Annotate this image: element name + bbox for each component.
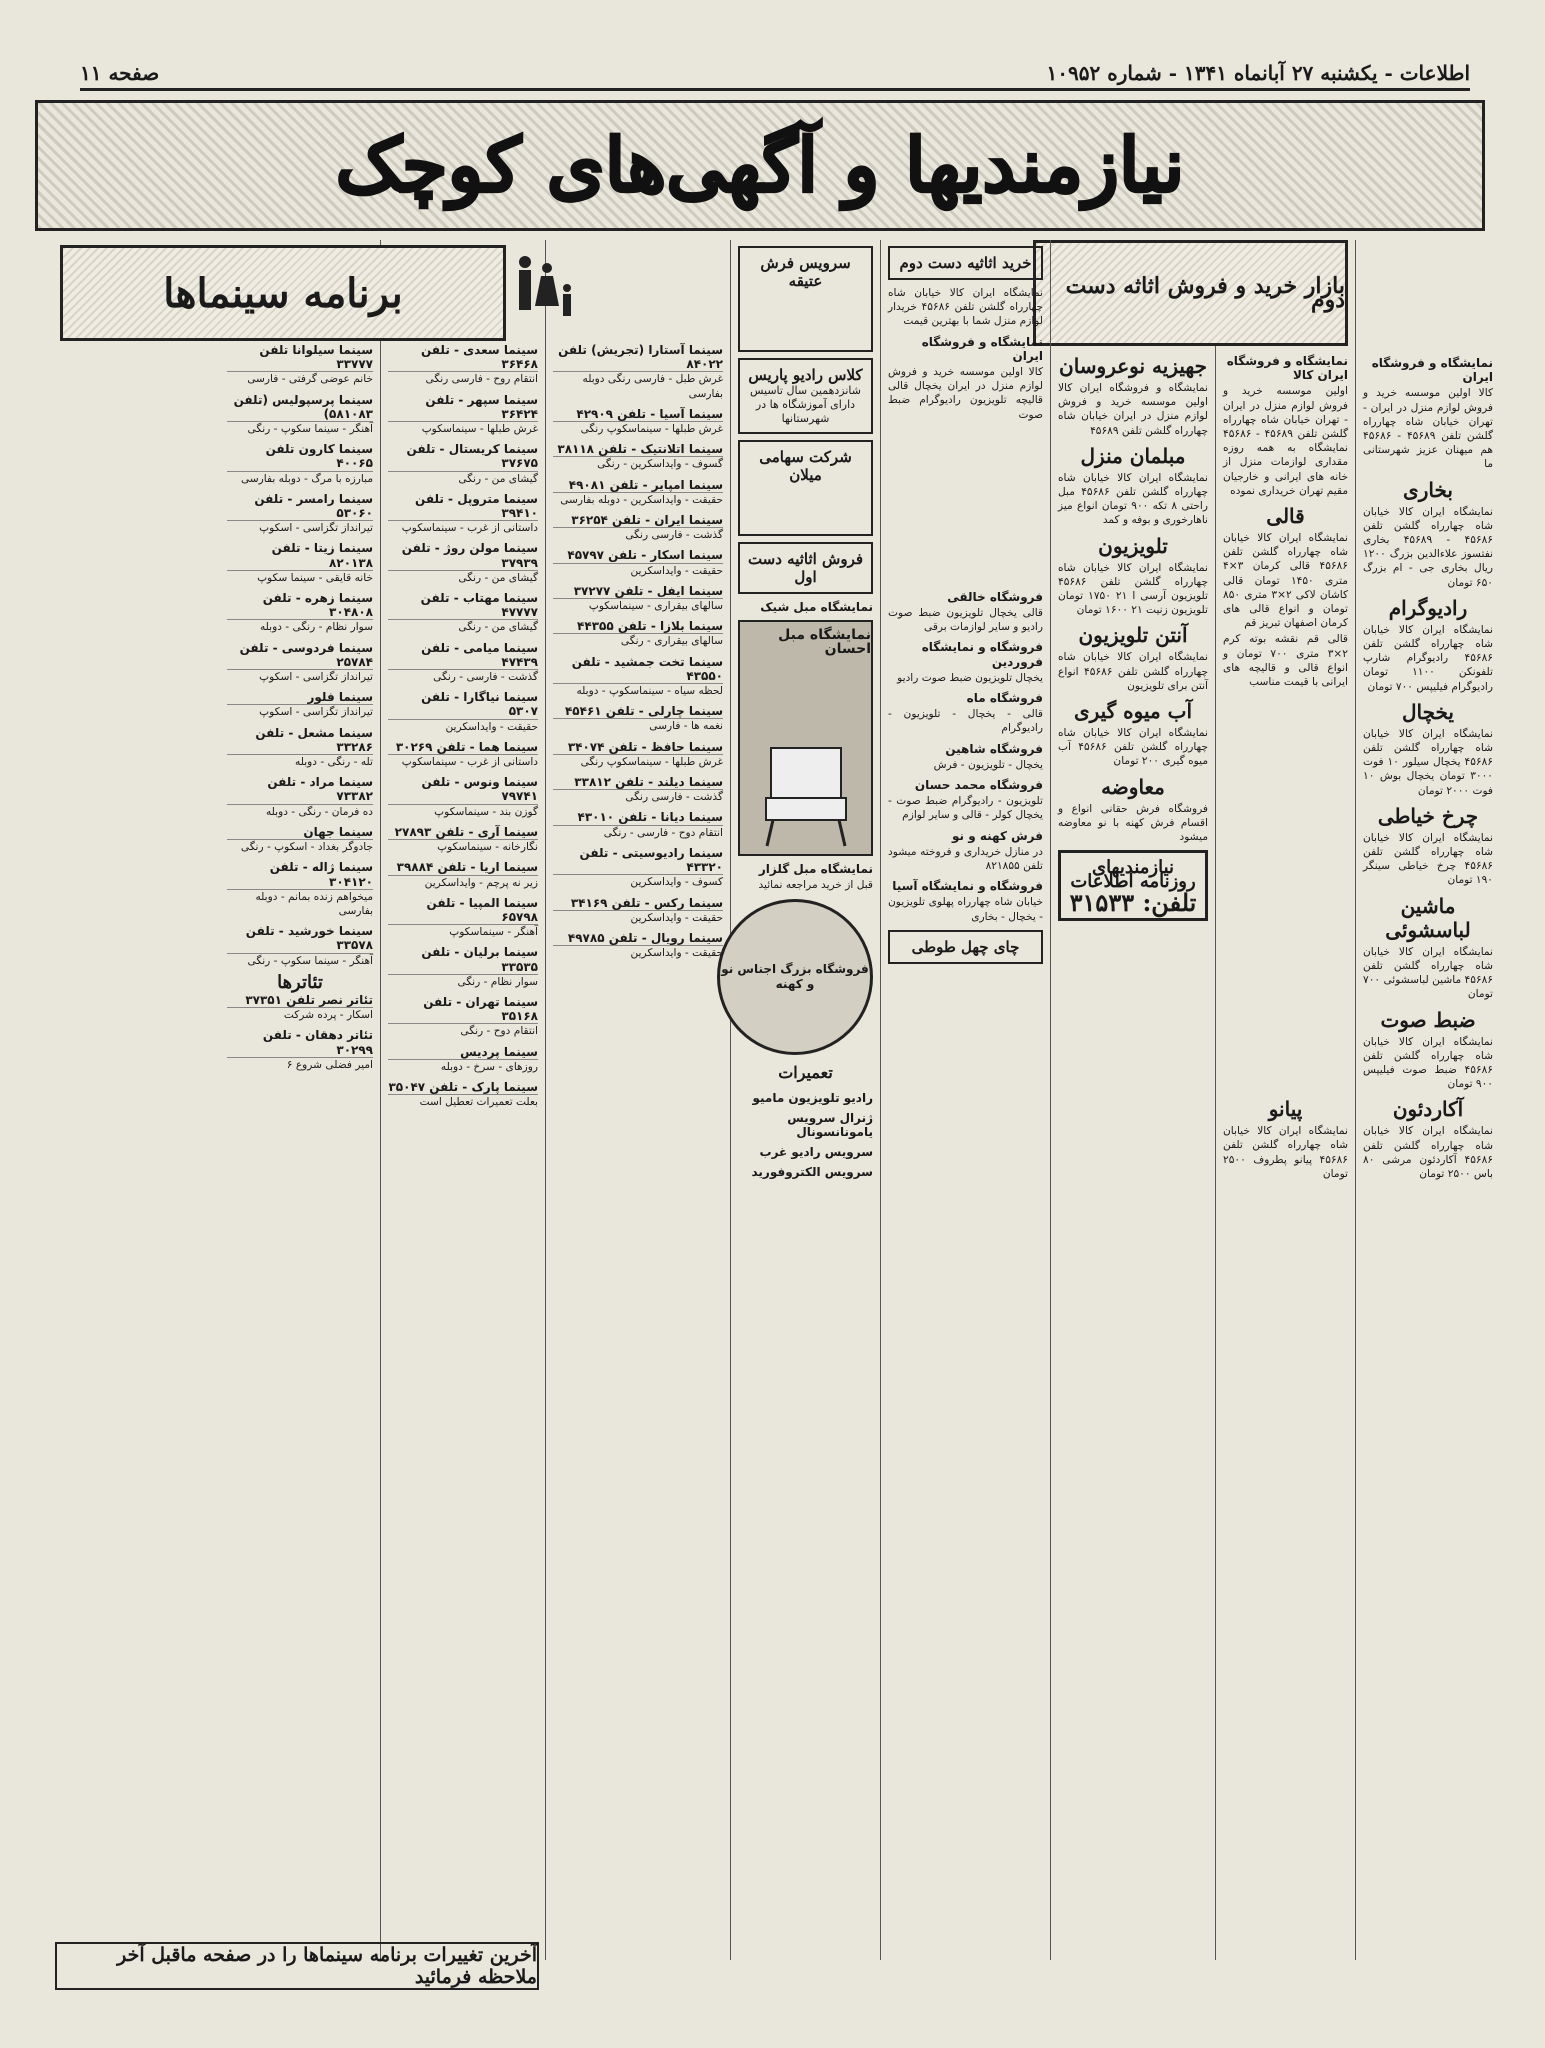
cinema-name: سینما تخت جمشید - تلفن ۴۳۵۵۰ [553, 655, 723, 684]
section-radiogram: رادیوگرام [1388, 595, 1468, 620]
cinema-program: تله - رنگی - دوبله [295, 756, 373, 769]
cinema-entry [553, 655, 723, 699]
section-tamirat: تعمیرات [778, 1062, 833, 1082]
cinema-name: سینما آستارا (تجریش) تلفن ۸۴۰۲۲ [553, 343, 723, 372]
cinema-name: سینما ایفل - تلفن ۳۷۲۷۷ [553, 584, 723, 599]
cinema-entry [227, 591, 373, 635]
cinema-program: سوار نظام - رنگی - دوبله [259, 621, 373, 634]
cinema-program: حقیقت - وایداسکرین - دوبله بفارسی [560, 493, 723, 506]
cinema-name: سینما آسیا - تلفن ۴۲۹۰۹ [553, 407, 723, 422]
ad-text: یخچال تلویزیون ضبط صوت رادیو [897, 671, 1043, 684]
cinema-program: خانه قایقی - سینما سکوپ [257, 571, 373, 584]
cinema-entry [227, 924, 373, 968]
cinema-name: سینما کارون تلفن ۴۰۰۶۵ [227, 442, 373, 471]
section-mobl: مبلمان منزل [1080, 443, 1186, 468]
cinema-name: سینما پرسپولیس (تلفن ۵۸۱۰۸۳) [227, 393, 373, 422]
ad-title: فروشگاه شاهین [945, 741, 1043, 756]
niazmandi-phone: تلفن: ۳۱۵۳۳ [1069, 887, 1197, 917]
ad-text: قالی - یخچال - تلویزیون - رادیوگرام [888, 708, 1043, 735]
cinema-entry [227, 343, 373, 387]
cinema-name: سینما میامی - تلفن ۴۷۴۳۹ [388, 641, 538, 670]
ad-title: نمایشگاه مبل شیک [760, 600, 873, 614]
cinema-entry [388, 1080, 538, 1109]
ad-text: فروشگاه فرش حقانی انواع و اقسام فرش کهنه با نو معاوضه میشود [1058, 802, 1208, 844]
cinema-entry [227, 492, 373, 536]
cinema-entry [388, 825, 538, 854]
headline-banner [35, 100, 1485, 231]
cinema-program: گذشت - فارسی رنگی [625, 791, 723, 804]
section-piano: پیانو [1268, 1097, 1303, 1122]
cinema-name: سینما رویال - تلفن ۴۹۷۸۵ [553, 931, 723, 946]
cinema-program: مبارزه با مرگ - دوبله بفارسی [240, 472, 373, 485]
cinema-program: ده فرمان - رنگی - دوبله [265, 805, 373, 818]
cinema-entry [553, 704, 723, 733]
ad-text: نمایشگاه ایران کالا خیابان شاه چهارراه گلشن تلفن ۴۵۶۸۶ پیانو پطروف ۲۵۰۰ تومان [1223, 1125, 1348, 1180]
ad-title: فروشگاه و نمایشگاه فروردین [921, 640, 1043, 669]
ad-text: نمایشگاه ایران کالا خیابان شاه چهارراه گلشن تلفن ۴۵۶۸۶ - ۴۵۶۸۹ بخاری نفتسوز علاءالدین بزرگ ۱۲۰۰ ریال بخاری جی - ام بزرگ ۶۵۰ تومان [1363, 505, 1493, 589]
cinema-program: آهنگر - سینما سکوپ - رنگی [247, 954, 373, 967]
ad-text: نمایشگاه ایران کالا خیابان شاه چهارراه گلشن تلفن ۴۵۶۸۶ تلویزیون آرسی ا ۲۱ ۱۷۵۰ تومان تلویزیون زنیت ۲۱ ۱۶۰۰ تومان [1058, 561, 1208, 617]
radio-class-text: شانزدهمین سال تاسیس دارای آموزشگاه ها در شهرستانها [750, 384, 861, 425]
armchair-icon [761, 738, 851, 848]
cinema-program: گذشت - فارسی رنگی [625, 529, 723, 542]
ad-text: قبل از خرید مراجعه نمائید [758, 879, 873, 892]
cinema-entry [388, 995, 538, 1039]
milan-title: شرکت سهامی میلان [759, 448, 852, 484]
cinema-name: سینما ونوس - تلفن ۷۹۷۴۱ [388, 775, 538, 804]
ad-text: نمایشگاه ایران کالا خیابان شاه چهارراه گلشن تلفن ۴۵۶۸۶ رادیوگرام شارپ تلفونکن ۱۱۰۰ تومان رادیوگرام فیلیپس ۷۰۰ تومان [1363, 623, 1493, 693]
cinema-entry [388, 775, 538, 819]
section-jahiz: جهیزیه نوعروسان [1059, 354, 1207, 378]
cinema-program-banner [60, 245, 506, 341]
cinema-entry [388, 860, 538, 889]
cinema-program: کسوف - وایداسکرین [630, 876, 723, 889]
column-2 [220, 240, 380, 1960]
section-tv: تلویزیون [1098, 533, 1168, 558]
cinema-program: انتقام روح - فارسی رنگی [425, 373, 538, 386]
cinema-name: سینما پردیس [388, 1045, 538, 1060]
cinema-program: حقیقت - وایداسکرین [630, 947, 723, 960]
cinema-name: سینما فردوسی - تلفن ۲۵۷۸۴ [227, 641, 373, 670]
cinema-entry [388, 343, 538, 387]
ad-text: در منازل خریداری و فروخته میشود تلفن ۸۲۱۸۵۵ [888, 845, 1043, 873]
cinema-entry [227, 993, 373, 1022]
cinema-entry [227, 726, 373, 770]
round-store-ad [717, 899, 873, 1055]
tea-ad [888, 930, 1043, 964]
ad-text: قالی یخچال تلویزیون ضبط صوت رادیو و سایر لوازمات برقی [888, 607, 1043, 634]
cinema-name: سینما دیانا - تلفن ۴۳۰۱۰ [553, 810, 723, 825]
columns [55, 240, 1500, 1960]
cinema-entry [227, 541, 373, 585]
cinema-entry [553, 775, 723, 804]
cinema-program: غرش طبل - فارسی رنگی دوبله بفارسی [582, 373, 723, 400]
cinema-name: سینما جهان [227, 825, 373, 840]
cinema-name: سینما متروپل - تلفن ۳۹۴۱۰ [388, 492, 538, 521]
ad-title: رادیو تلویزیون مامیو [752, 1090, 873, 1105]
ad-text: کالا اولین موسسه خرید و فروش لوازم منزل در ایران یخچال قالی قالیچه تلویزیون رادیوگرام ضبط صوت [888, 366, 1043, 421]
cinema-name: سینما مولن روژ - تلفن ۳۷۹۳۹ [388, 541, 538, 570]
top-bar [80, 58, 1470, 88]
cinema-program: حقیقت - وایداسکرین [630, 911, 723, 924]
ad-text: نمایشگاه ایران کالا خیابان شاه چهارراه گلشن تلفن ۴۵۶۸۶ خریدار لوازم منزل شما با بهترین قیمت [888, 287, 1043, 328]
cinema-program: سالهای بیقراری - رنگی [620, 635, 723, 648]
cinema-program: حقیقت - وایداسکرین [445, 720, 538, 733]
radio-class-ad [738, 358, 873, 434]
section-lebas: ماشین لباسشوئی [1385, 893, 1471, 942]
tea-title: چای چهل طوطی [911, 937, 1020, 956]
cinema-name: سینما مشعل - تلفن ۳۳۲۸۶ [227, 726, 373, 755]
section-yakhchal: یخچال [1401, 699, 1454, 724]
page-label: صفحه ۱۱ [80, 61, 160, 85]
ad-text: نمایشگاه ایران کالا خیابان شاه چهارراه گلشن تلفن ۴۵۶۸۶ انواع آنتن برای تلویزیون [1058, 651, 1208, 692]
cinema-entry [388, 945, 538, 989]
theaters-title: تئاترها [277, 971, 323, 993]
cinema-name: سینما مراد - تلفن ۷۳۳۸۲ [227, 775, 373, 804]
section-zabt: ضبط صوت [1380, 1007, 1476, 1032]
cinema-program: گذشت - فارسی - رنگی [433, 671, 538, 684]
ad-title: فروشگاه محمد حسان [914, 778, 1043, 793]
cinema-list-c3 [388, 343, 538, 1109]
used-goods-banner-text: بازار خرید و فروش اثاثه دست دوم [1065, 272, 1345, 313]
cinema-entry [227, 442, 373, 486]
cinema-program: تیرانداز تگزاسی - اسکوپ [259, 671, 373, 684]
cinema-program: حقیقت - وایداسکرین [630, 564, 723, 577]
masthead: اطلاعات - یکشنبه ۲۷ آبانماه ۱۳۴۱ - شماره ۱۰۹۵۲ [1046, 61, 1470, 85]
cinema-entry [553, 931, 723, 960]
cinema-name: سینما نیاگارا - تلفن ۵۳۰۷ [388, 690, 538, 719]
headline-text: نیازمندیها و آگهی‌های کوچک [335, 122, 1185, 209]
ad-title: فرش کهنه و نو [952, 828, 1043, 843]
cinema-program: گسوف - وایداسکرین - رنگی [597, 458, 723, 471]
cinema-program: تیرانداز تگزاسی - اسکوپ [259, 522, 373, 535]
ad-text: نمایشگاه ایران کالا خیابان شاه چهارراه گلشن تلفن ۴۵۶۸۶ آکاردئون مرشی ۸۰ باس ۲۵۰۰ تومان [1363, 1125, 1493, 1180]
cinema-list-c2 [227, 343, 373, 968]
footer-notice [55, 1942, 539, 1990]
cinema-name: سینما سیلوانا تلفن ۳۳۷۷۷ [227, 343, 373, 372]
cinema-entry [388, 492, 538, 536]
cinema-entry [388, 641, 538, 685]
ad-text: کالا اولین موسسه خرید و فروش لوازم منزل در ایران - تهران خیابان شاه چهارراه گلشن تلفن ۴۵۶۸۹ - ۴۵۶۸۶ هم میهنان عزیز شهرستانی ما [1363, 387, 1493, 471]
ad-text: خیابان شاه چهارراه پهلوی تلویزیون - یخچال - بخاری [888, 896, 1043, 923]
ad-title: سرویس الکتروفورید [751, 1165, 873, 1180]
niazmandi-box [1058, 850, 1208, 921]
cinema-program: سوار نظام - رنگی [457, 975, 538, 988]
cinema-program: نگارخانه - سینماسکوپ [437, 841, 538, 854]
section-qali: قالی [1266, 504, 1305, 529]
top-rule [80, 88, 1470, 91]
cinema-entry [388, 393, 538, 437]
ad-text: نمایشگاه ایران کالا خیابان شاه چهارراه گلشن تلفن ۴۵۶۸۶ ماشین لباسشوئی ۷۰۰ تومان [1363, 945, 1493, 1001]
ad-title: سرویس رادیو غرب [759, 1145, 873, 1160]
cinema-program: آهنگر - سینماسکوپ [449, 926, 538, 939]
cinema-entry [553, 407, 723, 436]
cinema-entry [227, 690, 373, 719]
column-7 [1050, 240, 1215, 1960]
cinema-entry [553, 846, 723, 890]
cinema-program: غرش طبلها - سینماسکوپ رنگی [580, 423, 723, 436]
cinema-name: سینما رادیوسیتی - تلفن ۴۳۳۲۰ [553, 846, 723, 875]
cinema-name: تئاتر دهقان - تلفن ۳۰۲۹۹ [227, 1028, 373, 1057]
cinema-program: داستانی از غرب - سینماسکوپ [401, 522, 538, 535]
cinema-entry [227, 860, 373, 918]
cinema-name: سینما تهران - تلفن ۳۵۱۶۸ [388, 995, 538, 1024]
cinema-program: گیشای من - رنگی [458, 472, 538, 485]
cinema-name: سینما رکس - تلفن ۳۴۱۶۹ [553, 896, 723, 911]
cinema-program: اسکار - پرده شرکت [283, 1009, 373, 1022]
cinema-program: میخواهم زنده بمانم - دوبله بفارسی [255, 890, 373, 917]
milan-ad [738, 440, 873, 536]
cinema-list-c4 [553, 343, 723, 960]
cinema-name: سینما اسکار - تلفن ۴۵۷۹۷ [553, 548, 723, 563]
ad-text: اولین موسسه خرید و فروش لوازم منزل در ایران - تهران خیابان شاه چهارراه گلشن تلفن ۴۵۶۸۹ - ۴۵۶۸۶ نمایشگاه به همه روزه مقداری لوازمات منزل از خانه های ایرانی و خارجیان مقیم تهران خریداری نموده [1223, 385, 1348, 497]
ad-text: نمایشگاه ایران کالا خیابان شاه چهارراه گلشن تلفن ۴۵۶۸۶ چرخ خیاطی سینگر ۱۹۰ تومان [1363, 831, 1493, 887]
first-hand-title: فروش اثاثیه دست اول [747, 550, 864, 586]
cinema-entry [388, 541, 538, 585]
ad-title: فروشگاه ماه [966, 691, 1043, 706]
cinema-entry [553, 584, 723, 613]
column-6 [880, 240, 1050, 1960]
cinema-name: سینما چارلی - تلفن ۴۵۴۶۱ [553, 704, 723, 719]
cinema-program: بعلت تعمیرات تعطیل است [419, 1096, 538, 1109]
cinema-entry [553, 896, 723, 925]
theater-list [227, 993, 373, 1072]
cinema-program: سالهای بیقراری - سینماسکوپ [588, 600, 723, 613]
ad-text: نمایشگاه ایران کالا خیابان شاه چهارراه گلشن تلفن ۴۵۶۸۶ آب میوه گیری ۲۰۰ تومان [1058, 727, 1208, 768]
cinema-entry [388, 690, 538, 734]
cinema-entry [553, 343, 723, 401]
cinema-name: سینما ایران - تلفن ۳۶۲۵۴ [553, 513, 723, 528]
ad-text: یخچال - تلویزیون - فرش [933, 758, 1043, 771]
cinema-name: سینما پارک - تلفن ۳۵۰۴۷ [388, 1079, 538, 1094]
section-bokhari: بخاری [1403, 477, 1453, 502]
cinema-program: زیر نه پرچم - وایداسکرین [424, 876, 538, 889]
cinema-entry [388, 591, 538, 635]
cinema-program: خانم عوضی گرفتی - فارسی [247, 373, 373, 386]
section-ab: آب میوه گیری [1073, 699, 1193, 724]
cinema-name: سینما امپایر - تلفن ۴۹۰۸۱ [553, 478, 723, 493]
cinema-name: سینما المپیا - تلفن ۶۵۷۹۸ [388, 896, 538, 925]
cinema-name: سینما اتلانتیک - تلفن ۳۸۱۱۸ [553, 442, 723, 457]
cinema-name: سینما مهتاب - تلفن ۴۷۷۷۷ [388, 591, 538, 620]
cinema-entry [553, 810, 723, 839]
section-khayati: چرخ خیاطی [1377, 803, 1479, 828]
column-4 [545, 240, 730, 1960]
section-moaveze: معاوضه [1101, 774, 1165, 799]
column-9 [1355, 240, 1500, 1960]
cinema-program-title: برنامه سینماها [163, 269, 403, 317]
cinema-entry [553, 442, 723, 471]
ad-text: قالی قم نقشه بوته کرم ۲×۳ متری ۷۰۰ تومان و انواع قالی و قالیچه های ایرانی با قیمت مناسب [1223, 633, 1348, 689]
ad-title: فروشگاه و نمایشگاه آسیا [892, 879, 1043, 894]
ad-title: فروشگاه خالقی [947, 589, 1043, 604]
cinema-program: انتقام دوح - رنگی [460, 1025, 538, 1038]
cinema-program: لحظه سیاه - سینماسکوپ - دوبله [576, 685, 723, 698]
cinema-name: تئاتر نصر تلفن ۳۷۳۵۱ [227, 993, 373, 1008]
ad-text: نمایشگاه ایران کالا خیابان شاه چهارراه گلشن تلفن ۴۵۶۸۶ ضبط صوت فیلیپس ۹۰۰ تومان [1363, 1035, 1493, 1091]
cinema-name: سینما آری - تلفن ۲۷۸۹۳ [388, 825, 538, 840]
ad-text: نمایشگاه ایران کالا خیابان شاه چهارراه گلشن تلفن ۴۵۶۸۶ مبل راحتی ۸ تکه ۹۰۰ تومان انواع میز ناهارخوری و بوفه و کمد [1058, 471, 1209, 527]
armchair-ad [738, 620, 873, 856]
ad-title: نمایشگاه و فروشگاه ایران [921, 334, 1043, 363]
cinema-name: سینما اریا - تلفن ۳۹۸۸۴ [388, 860, 538, 875]
ad-title: نمایشگاه و فروشگاه ایران کالا [1226, 354, 1348, 383]
cinema-entry [227, 775, 373, 819]
cinema-program: آهنگر - سینما سکوپ - رنگی [247, 423, 373, 436]
cinema-name: سینما زیتا - تلفن ۸۲۰۱۳۸ [227, 541, 373, 570]
dense-listing [1223, 691, 1348, 1091]
cinema-entry [388, 896, 538, 940]
cinema-name: سینما هما - تلفن ۳۰۲۶۹ [388, 740, 538, 755]
cinema-entry [227, 1028, 373, 1072]
section-antenna: آنتن تلویزیون [1078, 623, 1188, 648]
buy-box [888, 246, 1043, 280]
cinema-name: سینما زهره - تلفن ۳۰۴۸۰۸ [227, 591, 373, 620]
carpet-service-ad [738, 246, 873, 352]
cinema-program: غرش طبلها - سینماسکوپ رنگی [580, 755, 723, 768]
cinema-name: سینما سعدی - تلفن ۳۶۴۶۸ [388, 343, 538, 372]
cinema-program: گیشای من - رنگی [458, 571, 538, 584]
cinema-name: سینما برلیان - تلفن ۳۳۵۳۵ [388, 945, 538, 974]
carpet-service-title: سرویس فرش عتیقه [760, 254, 851, 290]
cinema-program: غرش طبلها - سینماسکوپ [421, 423, 538, 436]
footer-notice-text: آخرین تغییرات برنامه سینماها را در صفحه ماقبل آخر ملاحظه فرمائید [117, 1944, 537, 1988]
cinema-program: گوزن بند - سینماسکوپ [434, 805, 538, 818]
cinema-name: سینما رامسر - تلفن ۵۳۰۶۰ [227, 492, 373, 521]
cinema-entry [553, 548, 723, 577]
cinema-program: جادوگر بغداد - اسکوپ - رنگی [240, 841, 373, 854]
section-accordion: آکاردئون [1392, 1097, 1464, 1122]
cinema-entry [388, 740, 538, 769]
ad-title: ژنرال سرویس یامونانسونال [787, 1110, 873, 1140]
cinema-entry [553, 513, 723, 542]
cinema-name: سینما دیلند - تلفن ۳۳۸۱۲ [553, 775, 723, 790]
cinema-entry [553, 619, 723, 648]
round-store-text: فروشگاه بزرگ اجناس نو و کهنه [721, 962, 869, 991]
cinema-name: سینما ژاله - تلفن ۳۰۴۱۲۰ [227, 860, 373, 889]
cinema-program: گیشای من - رنگی [458, 621, 538, 634]
cinema-entry [388, 442, 538, 486]
column-5 [721, 240, 880, 1960]
cinema-program: داستانی از غرب - سینماسکوپ [401, 756, 538, 769]
ad-title: نمایشگاه و فروشگاه ایران [1371, 356, 1493, 385]
cinema-program: امیر فضلی شروع ۶ [286, 1058, 373, 1071]
ehsan-title: نمایشگاه مبل احسان [778, 627, 871, 658]
niazmandi-title: نیازمندیهای روزنامه اطلاعات [1070, 857, 1196, 893]
cinema-entry [388, 1045, 538, 1074]
cinema-name: سینما سپهر - تلفن ۳۶۴۲۴ [388, 393, 538, 422]
cinema-entry [227, 393, 373, 437]
cinema-entry [553, 740, 723, 769]
cinema-entry [553, 478, 723, 507]
cinema-name: سینما بلازا - تلفن ۴۴۳۵۵ [553, 619, 723, 634]
cinema-program: نغمه ها - فارسی [649, 720, 723, 733]
cinema-program: انتقام دوح - فارسی - رنگی [603, 826, 723, 839]
cinema-program: تیرانداز تگزاسی - اسکوپ [259, 706, 373, 719]
family-icon [505, 250, 585, 335]
buy-title: خرید اثاثیه دست دوم [899, 254, 1032, 272]
cinema-name: سینما کریستال - تلفن ۳۷۶۷۵ [388, 442, 538, 471]
cinema-name: سینما خورشید - تلفن ۳۳۵۷۸ [227, 924, 373, 953]
ad-text: نمایشگاه و فروشگاه ایران کالا اولین موسسه خرید و فروش لوازم منزل در ایران خیابان شاه چهارراه گلشن تلفن ۴۵۶۸۹ [1058, 382, 1208, 437]
first-hand-ad [738, 542, 873, 594]
cinema-program: روزهای - سرخ - دوبله [440, 1060, 538, 1073]
column-3 [380, 240, 545, 1960]
cinema-name: سینما فلور [227, 690, 373, 705]
ad-title: نمایشگاه مبل گلزار [758, 862, 873, 877]
cinema-entry [227, 825, 373, 854]
ad-text: نمایشگاه ایران کالا خیابان شاه چهارراه گلشن تلفن ۴۵۶۸۶ یخچال سیلور ۱۰ فوت ۳۰۰۰ تومان یخچال بوش ۱۰ فوت ۲۰۰۰ تومان [1363, 727, 1493, 797]
radio-class-title: کلاس رادیو پاریس [748, 366, 863, 384]
ad-text: نمایشگاه ایران کالا خیابان شاه چهارراه گلشن تلفن ۴۵۶۸۶ قالی کرمان ۳×۴ متری ۱۴۵۰ تومان قالی کاشان لاکی ۲×۳ متری ۸۵۰ تومان و انواع قالی های کرمان اصفهان تبریز قم [1223, 532, 1348, 630]
ad-text: تلویزیون - رادیوگرام ضبط صوت - یخچال کولر - قالی و سایر لوازم [888, 795, 1043, 822]
cinema-name: سینما حافظ - تلفن ۳۴۰۷۴ [553, 740, 723, 755]
cinema-entry [227, 641, 373, 685]
